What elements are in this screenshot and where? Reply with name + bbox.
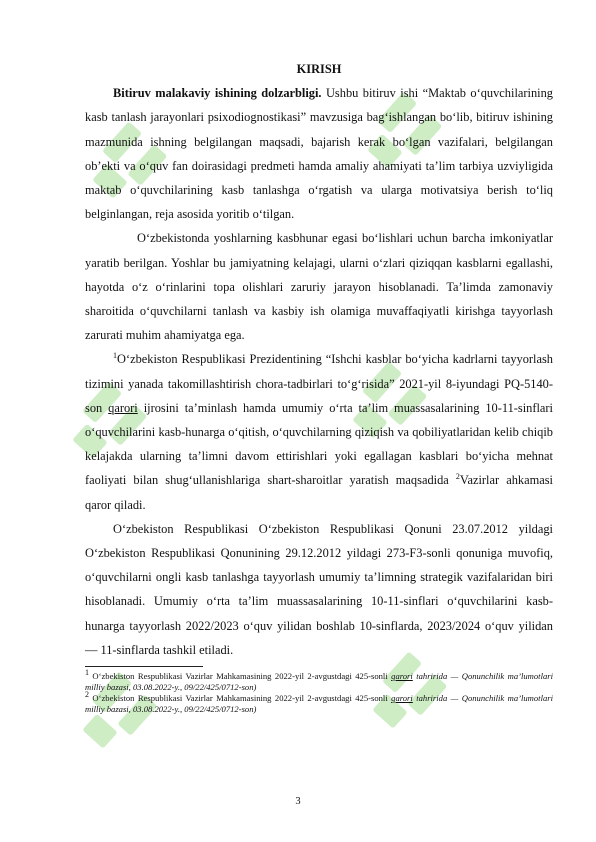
footnote-link[interactable]: qarori — [391, 671, 413, 682]
footnote-source: Qonunchilik ma’lumotlari milliy bazasi, 03.08.2022-y., 09/22/425/0712-son) — [85, 671, 553, 693]
paragraph-lead: Bitiruv malakaviy ishining dolzarbligi. — [113, 86, 322, 101]
paragraph-text: Ushbu bitiruv ishi “Maktab o‘quvchilarining kasb tanlash jarayonlari psixodiognostikasi” mavzusiga bag‘ishlangan bo‘lib, bitiruv ishining mazmunida ishning belgilangan maqsadi, bajarish kerak bo‘lgan vazifalari, belgilangan ob’ekti va o‘quv fan doirasidagi predmeti hamda amaliy ahamiyati ta’lim tarbiya uzviyligida maktab o‘quvchilarining kasb tanlashga o‘rgatish va ularga motivatsiya berish to‘liq belginlangan, reja asosida yoritib o‘tilgan. — [85, 86, 553, 222]
paragraph-text: ijrosini ta’minlash hamda umumiy o‘rta ta’lim muassasalarining 10-11-sinflari o‘quvchilarini kasb-hunarga o‘qitish, o‘quvchilarning qiziqish va qobiliyatlaridan kelib chiqib kelajakda ularning ta’limni davom ettirishlari yoki egallagan kasblari bo‘yicha mehnat faoliyati bilan shug‘ullanishlariga shart-sharoitlar yaratish maqsadida — [85, 400, 553, 488]
section-heading: KIRISH — [296, 62, 342, 76]
footnote-text: tahririda — — [412, 693, 462, 704]
footnote-ref[interactable]: 1 — [113, 351, 117, 361]
paragraph-text: Vazirlar ahkamasi qaror qiladi. — [85, 473, 553, 512]
footnote-text: O‘zbekiston Respublikasi Vazirlar Mahkamasining 2022-yil 2-avgustdagi 425-sonli — [89, 693, 392, 704]
paragraph-relevance — [85, 81, 553, 226]
footnote-item — [85, 668, 553, 693]
page-number: 3 — [295, 796, 301, 807]
document-body — [85, 57, 553, 715]
paragraph-youth: O‘zbekistonda yoshlarning kasbhunar egasi bo‘lishlari uchun barcha imkoniyatlar yaratib berilgan. Yoshlar bu jamiyatning kelajagi, ularni o‘zlari qiziqqan kasblarni egallashi, hayotda o‘z o‘rinlarini topa olishlari zaruriy jarayon hisoblanadi. Ta’limda zamonaviy sharoitida o‘quvchilarni tanlash va kasbiy ish olamiga muvaffaqiyatli kirishga tayyorlash zarurati muhim ahamiyatga ega. — [85, 231, 553, 343]
footnote-number: 2 — [85, 690, 89, 700]
paragraph-text: O‘zbekiston Respublikasi Prezidentining “Ishchi kasblar bo‘yicha kadrlarni tayyorlash tizimini yanada takomillashtirish chora-tadbirlari to‘g‘risida” 2021-yil 8-iyundagi PQ-5140-son — [85, 352, 553, 415]
footnote-ref[interactable]: 2 — [455, 472, 460, 482]
footnote-text: tahririda — — [412, 671, 462, 682]
footnote-link[interactable]: qarori — [391, 693, 413, 704]
paragraph-decree — [85, 347, 553, 516]
footnote-source: Qonunchilik ma’lumotlari milliy bazasi, 03.08.2022-y., 09/22/425/0712-son) — [85, 693, 553, 715]
footnote-text: O‘zbekiston Respublikasi Vazirlar Mahkamasining 2022-yil 2-avgustdagi 425-sonli — [89, 671, 392, 682]
footnote-number: 1 — [85, 668, 89, 678]
footnote-item — [85, 690, 553, 715]
decree-link[interactable]: qarori — [108, 400, 138, 415]
paragraph-law: O‘zbekiston Respublikasi O‘zbekiston Respublikasi Qonuni 23.07.2012 yildagi O‘zbekiston Respublikasi Qonunining 29.12.2012 yildagi 273-F3-sonli qonuniga muvofiq, o‘quvchilarni ongli kasb tanlashga tayyorlash umumiy ta’limning strategik vazifalaridan biri hisoblanadi. Umumiy o‘rta ta’lim muassasalarining 10-11-sinflari o‘quvchilarini kasb-hunarga tayyorlash 2022/2023 o‘quv yilidan boshlab 10-sinflarda, 2023/2024 o‘quv yilidan — 11-sinflarda tashkil etiladi. — [85, 521, 553, 657]
